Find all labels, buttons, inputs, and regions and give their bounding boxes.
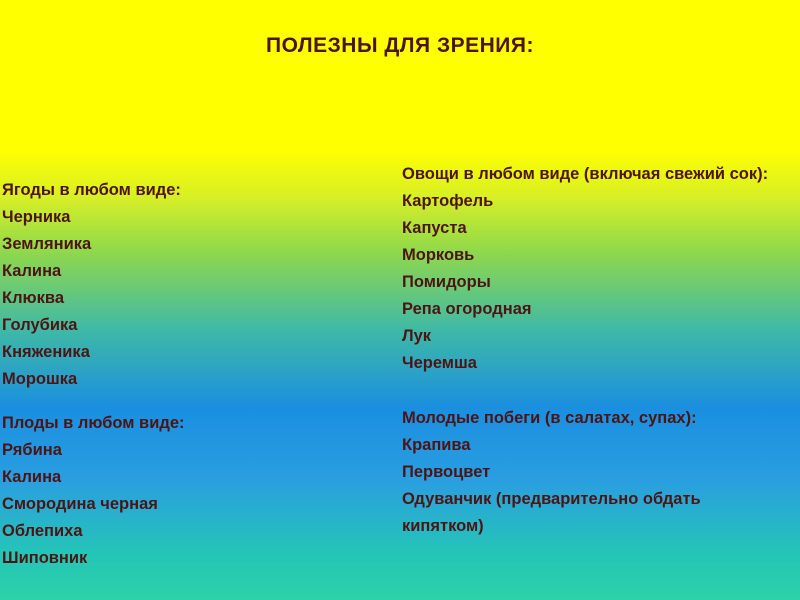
spacer [402,377,782,405]
slide-title: ПОЛЕЗНЫ ДЛЯ ЗРЕНИЯ: [265,34,534,57]
fruits-heading: Плоды в любом виде: [2,414,185,432]
shoots-item: Первоцвет [402,463,491,481]
berries-item: Земляника [2,235,92,253]
vegetables-item: Черемша [402,354,477,372]
fruits-item: Облепиха [2,522,83,540]
fruits-item: Шиповник [2,549,88,567]
berries-item: Морошка [2,370,78,388]
berries-item: Калина [2,262,62,280]
shoots-item: Одуванчик (предварительно обдать кипятком) [402,490,701,535]
vegetables-item: Картофель [402,192,494,210]
vegetables-item: Помидоры [402,273,491,291]
berries-item: Черника [2,208,71,226]
shoots-item: Крапива [402,436,471,454]
vegetables-item: Лук [402,327,432,345]
vegetables-heading: Овощи в любом виде (включая свежий сок): [402,165,769,183]
fruits-item: Рябина [2,441,62,459]
vegetables-item: Репа огородная [402,300,532,318]
berries-item: Клюква [2,289,65,307]
right-column [402,161,782,540]
berries-heading: Ягоды в любом виде: [2,181,181,199]
berries-item: Княженика [2,343,90,361]
vegetables-item: Капуста [402,219,467,237]
berries-item: Голубика [2,316,78,334]
fruits-item: Калина [2,468,62,486]
vegetables-item: Морковь [402,246,475,264]
fruits-item: Смородина черная [2,495,158,513]
shoots-heading: Молодые побеги (в салатах, супах): [402,409,697,427]
spacer [2,393,382,410]
left-column [2,177,382,572]
